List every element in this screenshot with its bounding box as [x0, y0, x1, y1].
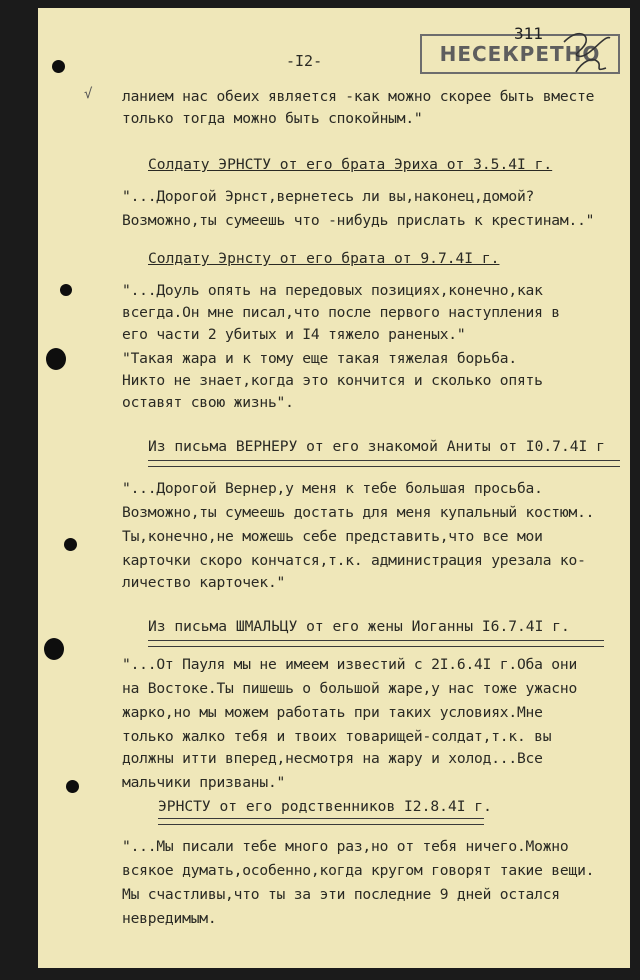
text-line: мальчики призваны."	[122, 774, 286, 791]
letter-heading: Солдату ЭРНСТУ от его брата Эриха от 3.5.4I г.	[148, 156, 553, 173]
declassified-stamp: НЕСЕКРЕТНО	[420, 34, 620, 74]
text-line: жарко,но мы можем работать при таких условиях.Мне	[122, 704, 543, 721]
double-underline	[148, 460, 620, 467]
text-line: "...Мы писали тебе много раз,но от тебя ничего.Можно	[122, 838, 569, 855]
text-line: "...Дорогой Вернер,у меня к тебе большая просьба.	[122, 480, 543, 497]
text-line: его части 2 убитых и I4 тяжело раненых."	[122, 326, 466, 343]
punch-hole	[60, 284, 72, 296]
text-line: только жалко тебя и твоих товарищей-солдат,т.к. вы	[122, 728, 552, 745]
text-line: Возможно,ты сумеешь что -нибудь прислать к крестинам.."	[122, 212, 595, 229]
double-underline	[158, 818, 484, 825]
archive-number: 311	[514, 24, 543, 43]
text-line: Ты,конечно,не можешь себе представить,что все мои	[122, 528, 543, 545]
document-page	[38, 8, 630, 968]
page-number: -I2-	[286, 52, 323, 70]
text-line: ланием нас обеих является -как можно скорее быть вместе	[122, 88, 595, 105]
text-line: карточки скоро кончатся,т.к. администрация урезала ко-	[122, 552, 586, 569]
text-line: всегда.Он мне писал,что после первого наступления в	[122, 304, 560, 321]
text-line: "...Дорогой Эрнст,вернетесь ли вы,наконец,домой?	[122, 188, 535, 205]
margin-tick-mark: √	[84, 86, 93, 102]
text-line: Мы счастливы,что ты за эти последние 9 дней остался	[122, 886, 560, 903]
punch-hole	[66, 780, 79, 793]
handwritten-scribble-icon	[558, 26, 618, 78]
letter-heading: ЭРНСТУ от его родственников I2.8.4I г.	[158, 798, 492, 815]
text-line: "Такая жара и к тому еще такая тяжелая борьба.	[122, 350, 517, 367]
text-line: "...Доуль опять на передовых позициях,конечно,как	[122, 282, 543, 299]
text-line: Возможно,ты сумеешь достать для меня купальный костюм..	[122, 504, 595, 521]
letter-heading: Из письма ШМАЛЬЦУ от его жены Иоганны I6.7.4I г.	[148, 618, 570, 635]
punch-hole	[46, 348, 66, 370]
text-line: оставят свою жизнь".	[122, 394, 294, 411]
text-line: только тогда можно быть спокойным."	[122, 110, 423, 127]
double-underline	[148, 640, 604, 647]
punch-hole	[64, 538, 77, 551]
text-line: личество карточек."	[122, 574, 286, 591]
punch-hole	[52, 60, 65, 73]
text-line: Никто не знает,когда это кончится и сколько опять	[122, 372, 543, 389]
letter-heading: Из письма ВЕРНЕРУ от его знакомой Аниты от I0.7.4I г	[148, 438, 605, 455]
letter-heading: Солдату Эрнсту от его брата от 9.7.4I г.	[148, 250, 500, 267]
text-line: должны итти вперед,несмотря на жару и холод...Все	[122, 750, 543, 767]
punch-hole	[44, 638, 64, 660]
text-line: на Востоке.Ты пишешь о большой жаре,у нас тоже ужасно	[122, 680, 578, 697]
text-line: всякое думать,особенно,когда кругом говорят такие вещи.	[122, 862, 595, 879]
text-line: "...От Пауля мы не имеем известий с 2I.6.4I г.Оба они	[122, 656, 578, 673]
text-line: невредимым.	[122, 910, 217, 927]
